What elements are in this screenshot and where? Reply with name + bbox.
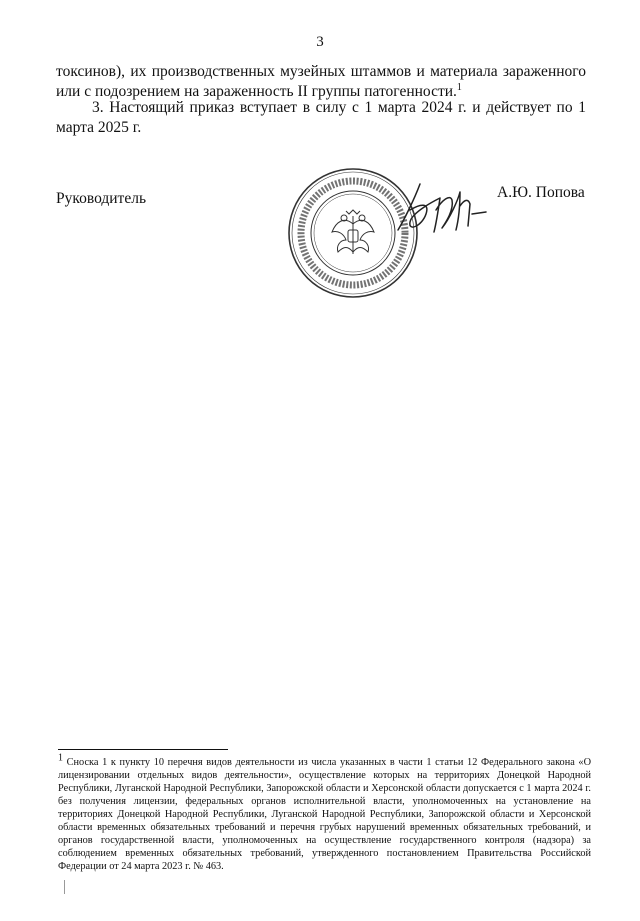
- signatory-title: Руководитель: [56, 190, 147, 207]
- handwritten-signature: [380, 170, 510, 250]
- paragraph-effective-date: 3. Настоящий приказ вступает в силу с 1 марта 2024 г. и действует по 1 марта 2025 г.: [56, 99, 586, 136]
- paragraph-1-text: токсинов), их производственных музейных штаммов и материала зараженного или с подозрением на зараженность II группы патогенности.: [56, 63, 586, 100]
- paragraph-continuation: [56, 62, 586, 102]
- scan-mark: [64, 880, 67, 894]
- footnote-marker: 1: [58, 752, 63, 764]
- footnote-text: Сноска 1 к пункту 10 перечня видов деятельности из числа указанных в части 1 статьи 12 Федерального закона «О лицензировании отдельных видов деятельности», осуществление которых на территориях Донецкой Народной Республики, Луганской Народной Республики, Запорожской области и Херсонской области допускается с 1 марта 2024 г. без получения лицензии, федеральных органов исполнительной власти, уполномоченных на установление на территориях Донецкой Народной Республики, Луганской Народной Республики, Запорожской области и Херсонской области временных обязательных требований и перечня грубых нарушений временных обязательных требований, и органов государственной власти, уполномоченных на осуществление государственного контроля (надзора) за соблюдением временных обязательных требований, утвержденного постановлением Правительства Российской Федерации от 24 марта 2023 г. № 463.: [58, 757, 592, 872]
- page-number: 3: [316, 34, 324, 50]
- footnote: [58, 752, 592, 873]
- coat-of-arms-icon: [332, 210, 374, 254]
- signatory-name: А.Ю. Попова: [497, 184, 585, 201]
- footnote-reference: 1: [456, 81, 462, 93]
- footnote-separator: [58, 749, 228, 750]
